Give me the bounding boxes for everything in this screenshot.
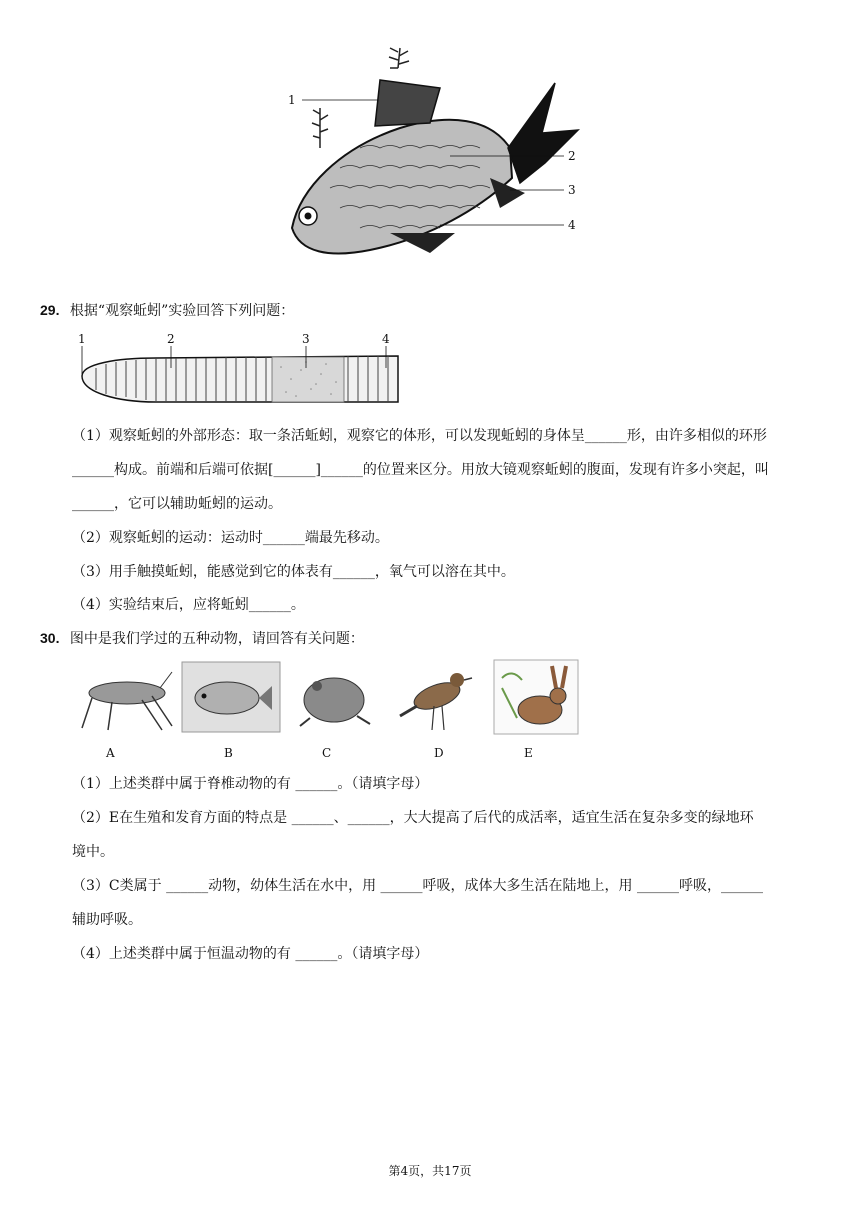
rabbit-image	[494, 660, 578, 734]
earthworm-label-2: 2	[167, 332, 175, 346]
fish-image	[182, 662, 280, 732]
animal-label-c: C	[322, 746, 332, 760]
animal-label-e: E	[524, 746, 533, 760]
fish-label-1: 1	[288, 93, 296, 107]
q29-number: 29.	[40, 302, 60, 318]
earthworm-figure	[76, 334, 406, 412]
q29-heading	[40, 300, 294, 321]
q29-part1-line1: （1）观察蚯蚓的外部形态：取一条活蚯蚓，观察它的体形，可以发现蚯蚓的身体呈______形，由许多相似的环形	[72, 428, 767, 444]
q30-title: 图中是我们学过的五种动物，请回答有关问题：	[69, 631, 364, 647]
q30-part3-line2: 辅助呼吸。	[72, 912, 142, 928]
frog-image	[300, 678, 370, 726]
animals-figure	[72, 658, 582, 766]
bird-image	[400, 673, 472, 730]
animal-label-b: B	[224, 746, 233, 760]
earthworm-label-1: 1	[78, 332, 86, 346]
animal-label-a: A	[106, 746, 115, 760]
q30-part3-line1: （3）C类属于 ______动物，幼体生活在水中，用 ______呼吸，成体大多生活在陆地上，用 ______呼吸，______	[72, 878, 763, 894]
fish-label-2: 2	[568, 149, 576, 163]
q29-title: 根据“观察蚯蚓”实验回答下列问题：	[69, 303, 295, 319]
q29-part2: （2）观察蚯蚓的运动：运动时______端最先移动。	[72, 530, 389, 546]
q29-part3: （3）用手触摸蚯蚓，能感觉到它的体表有______，氧气可以溶在其中。	[72, 564, 515, 580]
grasshopper-image	[82, 672, 172, 730]
q30-part2-line2: 境中。	[72, 844, 114, 860]
q30-part1: （1）上述类群中属于脊椎动物的有 ______。（请填字母）	[72, 776, 429, 792]
q29-part1-line2: ______构成。前端和后端可依据[______]______的位置来区分。用放大镜观察蚯蚓的腹面，发现有许多小突起，叫	[72, 462, 769, 478]
earthworm-label-3: 3	[302, 332, 310, 346]
fish-label-4: 4	[568, 218, 576, 232]
fish-figure	[280, 38, 590, 260]
q30-heading	[40, 628, 364, 649]
page-footer: 第4页，共17页	[388, 1164, 472, 1178]
q29-part1-line3: ______，它可以辅助蚯蚓的运动。	[72, 496, 282, 512]
q29-part4: （4）实验结束后，应将蚯蚓______。	[72, 597, 305, 613]
animal-label-d: D	[434, 746, 444, 760]
q30-part2-line1: （2）E在生殖和发育方面的特点是 ______、______，大大提高了后代的成活率，适宜生活在复杂多变的绿地环	[72, 810, 754, 826]
q30-number: 30.	[40, 630, 60, 646]
earthworm-label-4: 4	[382, 332, 390, 346]
fish-label-3: 3	[568, 183, 576, 197]
q30-part4: （4）上述类群中属于恒温动物的有 ______。（请填字母）	[72, 946, 429, 962]
